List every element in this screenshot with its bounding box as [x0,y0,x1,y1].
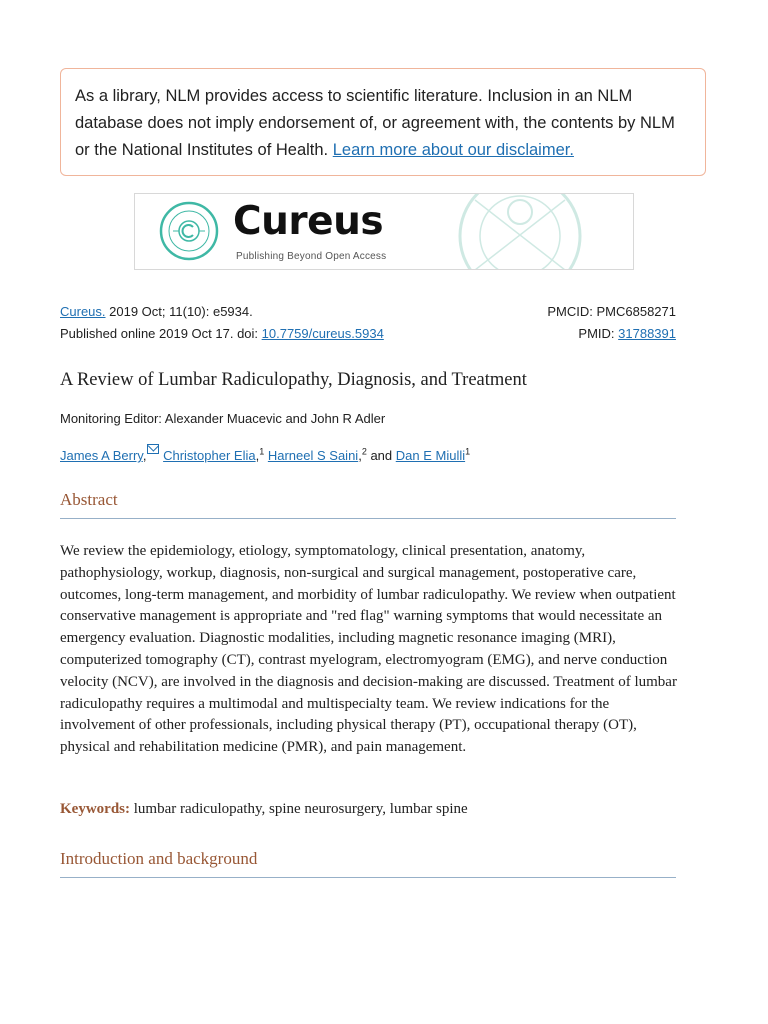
pmid-link[interactable]: 31788391 [618,326,676,341]
disclaimer-link[interactable]: Learn more about our disclaimer. [332,141,574,159]
monitoring-editor: Monitoring Editor: Alexander Muacevic and John R Adler [60,411,386,426]
author-link[interactable]: James A Berry [60,448,143,463]
keywords [60,801,468,818]
affiliation-sup: 2 [361,446,367,457]
disclaimer-box [60,68,706,176]
article-title: A Review of Lumbar Radiculopathy, Diagnosis, and Treatment [60,370,527,390]
abstract-body: We review the epidemiology, etiology, symptomatology, clinical presentation, anatomy, pathophysiology, workup, diagnosis, non-surgical and surgical management, postoperative care, outcomes, long-term management, and morbidity of lumbar radiculopathy. We review when outpatient conservative management is appropriate and "red flag" warning symptoms that would necessitate an emergency evaluation. Diagnostic modalities, including magnetic resonance imaging (MRI), computerized tomography (CT), contrast myelogram, electromyogram (EMG), and nerve conduction velocity (NCV), are involved in the diagnosis and decision-making are discussed. Treatment of lumbar radiculopathy requires a multimodal and multispecialty team. We review indications for the involvement of other professionals, including physical therapy (PT), occupational therapy (OT), physical and rehabilitation medicine (PMR), and pain management. [60,543,677,756]
published-date: Published online 2019 Oct 17. doi: [60,326,262,341]
pmid-label: PMID: [578,326,619,341]
author-list: James A Berry, Christopher Elia,$^1$ Harneel S Saini,$^2$ and Dan E Miulli$^1$ [60,444,470,463]
cureus-logo-icon [159,201,219,261]
journal-link[interactable]: Cureus. [60,304,106,319]
citation-line [60,304,676,319]
pmcid: PMCID: PMC6858271 [547,304,676,319]
abstract-heading: Abstract [60,490,676,519]
disclaimer-text: As a library, NLM provides access to scientific literature. Inclusion in an NLM database does not imply endorsement of, or agreement with, the contents by NLM or the National Institutes of Health. [75,87,675,159]
seal-watermark-icon [435,193,605,270]
author-link[interactable]: Christopher Elia [163,448,256,463]
published-line [60,326,676,341]
affiliation-sup: 1 [465,446,471,457]
journal-issue: 2019 Oct; 11(10): e5934. [105,304,253,319]
author-link[interactable]: Dan E Miulli [395,448,466,463]
doi-link[interactable]: 10.7759/cureus.5934 [261,326,384,341]
pmid [578,326,676,341]
keywords-label: Keywords: [60,801,130,817]
keywords-text: lumbar radiculopathy, spine neurosurgery, lumbar spine [130,801,468,817]
mail-icon[interactable] [147,444,159,454]
banner-tagline: Publishing Beyond Open Access [236,251,387,262]
and-word: and [366,448,396,463]
intro-heading: Introduction and background [60,849,676,878]
author-link[interactable]: Harneel S Saini [267,448,359,463]
journal-banner[interactable] [134,193,634,270]
banner-brand: Cureus [233,199,384,244]
affiliation-sup: 1 [259,446,265,457]
